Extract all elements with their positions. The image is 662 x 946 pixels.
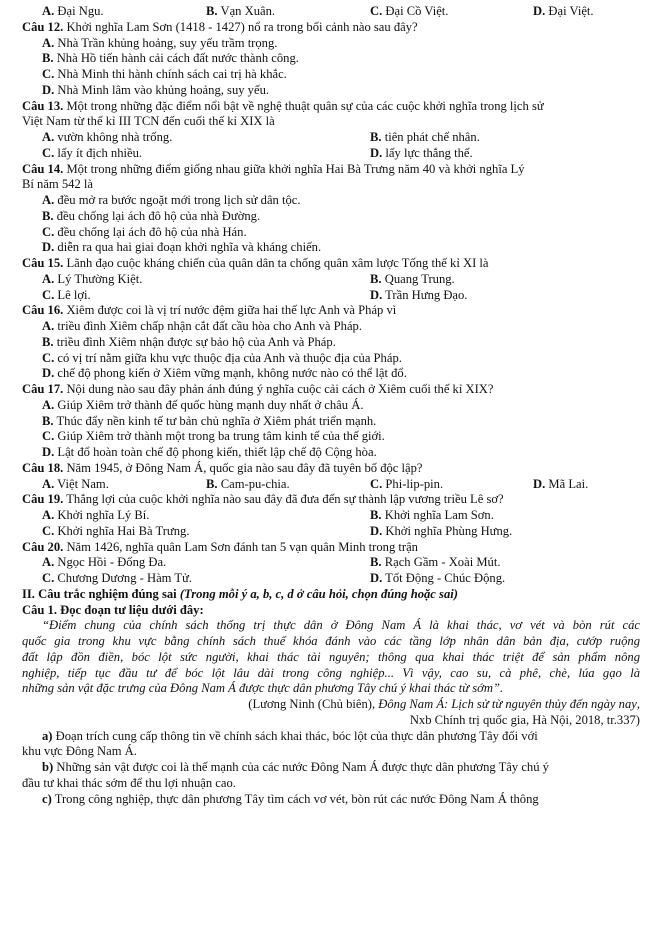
answer-option bbox=[0, 193, 662, 209]
answer-option bbox=[42, 477, 109, 493]
option-text: Lê lợi. bbox=[57, 287, 91, 302]
question-text: Nội dung nào sau đây phản ánh đúng ý nghĩa cuộc cải cách ở Xiêm cuối thế kỉ XIX? bbox=[63, 382, 494, 396]
option-label: D. bbox=[370, 287, 383, 302]
option-text: Đại Ngu. bbox=[57, 4, 104, 18]
option-text: chế độ phong kiến ở Xiêm vững mạnh, không nước nào có thể lật đổ. bbox=[54, 366, 407, 381]
answer-options-row bbox=[0, 146, 662, 162]
source-quote-line bbox=[0, 666, 662, 682]
question-number: Câu 16. bbox=[22, 303, 64, 318]
quote-text: “Điểm chung của chính sách thống trị thực dân ở Đông Nam Á là khai thác, vơ vét và bòn rút các bbox=[42, 618, 640, 633]
question-stem bbox=[0, 540, 662, 556]
option-label: C. bbox=[370, 4, 383, 18]
answer-option bbox=[206, 4, 275, 20]
question-text: Lãnh đạo cuộc kháng chiến của quân dân ta chống quân xâm lược Tống thế kỉ XI là bbox=[63, 256, 489, 270]
question-stem bbox=[0, 20, 662, 36]
answer-option bbox=[42, 272, 142, 288]
option-label: B. bbox=[42, 51, 54, 66]
option-text: Vạn Xuân. bbox=[220, 4, 276, 18]
option-label: A. bbox=[42, 508, 55, 522]
section-instruction: (Trong mỗi ý a, b, c, d ở câu hỏi, chọn đúng hoặc sai) bbox=[179, 586, 458, 601]
option-text: Phi-lip-pin. bbox=[385, 476, 444, 491]
option-text: Nhà Hồ tiến hành cải cách đất nước thành công. bbox=[53, 51, 299, 66]
question-text: Năm 1426, nghĩa quân Lam Sơn đánh tan 5 vạn quân Minh trong trận bbox=[63, 539, 418, 554]
question-text: Việt Nam từ thế kỉ III TCN đến cuối thế kỉ XIX là bbox=[22, 114, 275, 129]
option-text: Mã Lai. bbox=[548, 476, 589, 491]
option-text: tiên phát chế nhân. bbox=[384, 130, 480, 144]
question-text: Một trong những đặc điểm nổi bật về nghệ thuật quân sự của các cuộc khởi nghĩa trong lịch sử bbox=[63, 98, 544, 113]
source-quote-line bbox=[0, 618, 662, 634]
answer-option bbox=[370, 272, 455, 288]
answer-option bbox=[370, 524, 512, 540]
option-text: Lý Thường Kiệt. bbox=[57, 271, 143, 286]
question-number: Câu 1. Đọc đoạn tư liệu dưới đây: bbox=[22, 602, 204, 617]
answer-option bbox=[0, 240, 662, 256]
option-text: Trần Hưng Đạo. bbox=[385, 287, 468, 302]
answer-option bbox=[370, 130, 480, 146]
answer-option bbox=[0, 429, 662, 445]
option-text: Giúp Xiêm trở thành một trong ba trung tâm kinh tế của thế giới. bbox=[54, 429, 385, 444]
option-text: vườn không nhà trống. bbox=[57, 130, 173, 144]
option-text: triều đình Xiêm chấp nhận cắt đất cầu hòa cho Anh và Pháp. bbox=[54, 319, 363, 333]
answer-option bbox=[0, 335, 662, 351]
question-stem bbox=[0, 382, 662, 398]
option-text: đều chống lại ách đô hộ của nhà Đường. bbox=[53, 208, 261, 223]
answer-option bbox=[0, 209, 662, 225]
option-label: A. bbox=[42, 476, 55, 491]
option-text: Quang Trung. bbox=[384, 271, 455, 286]
answer-option bbox=[370, 571, 505, 587]
option-label: A. bbox=[42, 193, 55, 207]
option-label: D. bbox=[42, 82, 55, 97]
source-quote-line bbox=[0, 681, 662, 697]
question-number: Câu 13. bbox=[22, 98, 64, 113]
answer-option bbox=[42, 571, 192, 587]
option-text: triều đình Xiêm nhận được sự bảo hộ của Anh và Pháp. bbox=[53, 334, 336, 349]
option-text: diễn ra qua hai giai đoạn khởi nghĩa và kháng chiến. bbox=[54, 240, 322, 255]
question-number: Câu 17. bbox=[22, 382, 64, 396]
answer-option bbox=[370, 555, 501, 571]
question-text: Bí năm 542 là bbox=[22, 177, 94, 192]
option-label: C. bbox=[42, 429, 55, 444]
exam-page bbox=[0, 4, 662, 807]
option-text: Cam-pu-chia. bbox=[220, 476, 290, 491]
answer-options-row bbox=[0, 288, 662, 304]
question-text: Thắng lợi của cuộc khởi nghĩa nào sau đây đã đưa đến sự thành lập vương triều Lê sơ? bbox=[63, 492, 504, 507]
option-text: Tốt Động - Chúc Động. bbox=[385, 571, 506, 585]
statement-label: b) bbox=[42, 760, 54, 774]
question-stem bbox=[0, 99, 662, 115]
statement-text: Trong công nghiệp, thực dân phương Tây tìm cách vơ vét, bòn rút các nước Đông Nam Á thông bbox=[51, 791, 539, 806]
answer-option bbox=[533, 4, 594, 20]
option-label: C. bbox=[42, 571, 55, 585]
question-stem bbox=[0, 303, 662, 319]
option-label: A. bbox=[42, 35, 55, 50]
statement-label: a) bbox=[42, 728, 53, 743]
option-label: B. bbox=[370, 555, 382, 570]
statement-text: đầu tư khai thác sớm để thu lợi nhuận cao. bbox=[22, 775, 236, 790]
citation-text: Nxb Chính trị quốc gia, Hà Nội, 2018, tr.337) bbox=[409, 712, 640, 727]
answer-option bbox=[42, 524, 190, 540]
question-number: Câu 18. bbox=[22, 460, 64, 475]
question-text: Khởi nghĩa Lam Sơn (1418 - 1427) nổ ra trong bối cảnh nào sau đây? bbox=[63, 19, 418, 34]
statement-label: c) bbox=[42, 791, 52, 806]
option-label: C. bbox=[42, 67, 55, 81]
option-label: D. bbox=[370, 571, 383, 585]
option-label: D. bbox=[42, 445, 55, 459]
answer-option bbox=[0, 398, 662, 414]
option-text: Nhà Minh thi hành chính sách cai trị hà khắc. bbox=[54, 67, 287, 81]
answer-option bbox=[0, 366, 662, 382]
answer-option bbox=[0, 225, 662, 241]
answer-option bbox=[0, 36, 662, 52]
option-label: D. bbox=[370, 523, 383, 538]
question-stem bbox=[0, 492, 662, 508]
answer-option bbox=[0, 351, 662, 367]
answer-option bbox=[42, 130, 172, 146]
question-text-continued bbox=[0, 114, 662, 130]
citation-text: , bbox=[636, 697, 640, 711]
answer-options-row bbox=[0, 4, 662, 20]
question-stem bbox=[0, 461, 662, 477]
question-text-continued bbox=[0, 177, 662, 193]
option-label: B. bbox=[206, 476, 218, 491]
question-stem bbox=[0, 256, 662, 272]
option-text: có vị trí nằm giữa khu vực thuộc địa của Anh và thuộc địa của Pháp. bbox=[54, 350, 402, 365]
quote-text: nghiệp, tiếp tục đầu tư để bóc lột lâu dài trong công nghiệp... Vì vậy, cao su, cà phê, chè, lúa gạo là bbox=[22, 665, 640, 680]
option-label: C. bbox=[42, 145, 55, 160]
option-label: D. bbox=[370, 145, 383, 160]
option-text: Đại Việt. bbox=[548, 4, 594, 18]
question-text: Một trong những điểm giống nhau giữa khởi nghĩa Hai Bà Trưng năm 40 và khởi nghĩa Lý bbox=[63, 161, 525, 176]
section-title: II. Câu trắc nghiệm đúng sai bbox=[22, 586, 180, 601]
option-text: Ngọc Hồi - Đống Đa. bbox=[57, 555, 167, 570]
option-text: lấy lực thắng thế. bbox=[385, 145, 473, 160]
option-text: Khởi nghĩa Hai Bà Trưng. bbox=[57, 523, 190, 538]
true-false-statement bbox=[0, 760, 662, 776]
section-heading bbox=[0, 587, 662, 603]
answer-option bbox=[0, 83, 662, 99]
option-label: A. bbox=[42, 271, 55, 286]
citation-text: (Lương Ninh (Chủ biên), bbox=[248, 697, 379, 711]
citation bbox=[0, 713, 662, 729]
answer-options-row bbox=[0, 571, 662, 587]
answer-option bbox=[42, 288, 91, 304]
answer-option bbox=[42, 4, 104, 20]
option-label: B. bbox=[370, 508, 382, 522]
option-text: đều chống lại ách đô hộ của nhà Hán. bbox=[54, 224, 247, 239]
citation bbox=[0, 697, 662, 713]
quote-text: những sản vật đặc trưng của Đông Nam Á được thực dân phương Tây chú ý khai thác từ sớm”. bbox=[22, 681, 504, 696]
option-text: Khởi nghĩa Phùng Hưng. bbox=[385, 523, 513, 538]
answer-option bbox=[42, 508, 149, 524]
answer-options-row bbox=[0, 272, 662, 288]
answer-option bbox=[0, 445, 662, 461]
option-text: Thúc đẩy nền kinh tế tư bản chủ nghĩa ở Xiêm phát triển mạnh. bbox=[53, 413, 377, 428]
statement-text: Đoạn trích cung cấp thông tin về chính sách khai thác, bóc lột của thực dân phương Tây đối với bbox=[52, 728, 538, 743]
true-false-statement bbox=[0, 729, 662, 745]
answer-option bbox=[0, 414, 662, 430]
quote-text: quốc gia trong khu vực bằng chính sách thuế khóa đánh vào các tầng lớp nhân dân bản địa, cướp ruộng bbox=[22, 634, 640, 648]
citation-title: Đông Nam Á: Lịch sử từ nguyên thủy đến ngày nay bbox=[378, 697, 637, 711]
option-label: A. bbox=[42, 130, 55, 144]
source-quote-line bbox=[0, 634, 662, 650]
option-label: C. bbox=[42, 224, 55, 239]
question-number: Câu 14. bbox=[22, 161, 64, 176]
answer-options-row bbox=[0, 524, 662, 540]
option-text: Chương Dương - Hàm Tử. bbox=[57, 571, 193, 585]
option-label: D. bbox=[533, 4, 546, 18]
option-text: lấy ít địch nhiều. bbox=[57, 145, 143, 160]
question-text: Năm 1945, ở Đông Nam Á, quốc gia nào sau đây đã tuyên bố độc lập? bbox=[63, 460, 423, 475]
option-label: B. bbox=[370, 130, 382, 144]
answer-options-row bbox=[0, 130, 662, 146]
option-label: B. bbox=[370, 271, 382, 286]
statement-text: Những sản vật được coi là thế mạnh của các nước Đông Nam Á được thực dân phương Tây chú ý bbox=[53, 760, 549, 774]
option-text: Đại Cồ Việt. bbox=[385, 4, 449, 18]
option-text: Giúp Xiêm trở thành đế quốc hùng mạnh duy nhất ở châu Á. bbox=[54, 397, 364, 412]
option-label: A. bbox=[42, 397, 55, 412]
option-text: Nhà Minh lâm vào khủng hoảng, suy yếu. bbox=[54, 82, 270, 97]
answer-options-row bbox=[0, 477, 662, 493]
question-number: Câu 19. bbox=[22, 492, 64, 507]
answer-option bbox=[370, 288, 467, 304]
question-stem bbox=[0, 162, 662, 178]
true-false-statement bbox=[0, 792, 662, 808]
question-stem bbox=[0, 603, 662, 619]
option-label: C. bbox=[42, 523, 55, 538]
quote-text: đất lập đồn điền, bóc lột sức người, khai thác tài nguyên; thông qua khai thác triệt để sản phẩm nông bbox=[22, 649, 640, 664]
statement-text: khu vực Đông Nam Á. bbox=[22, 744, 137, 759]
option-label: B. bbox=[42, 208, 54, 223]
option-text: Việt Nam. bbox=[57, 476, 109, 491]
option-label: C. bbox=[42, 350, 55, 365]
question-text: Xiêm được coi là vị trí nước đệm giữa hai thế lực Anh và Pháp vì bbox=[63, 303, 397, 318]
option-text: Khởi nghĩa Lam Sơn. bbox=[384, 508, 494, 522]
option-label: D. bbox=[42, 366, 55, 381]
answer-option bbox=[0, 67, 662, 83]
answer-option bbox=[533, 477, 588, 493]
answer-options-row bbox=[0, 555, 662, 571]
answer-option bbox=[0, 319, 662, 335]
option-text: đều mở ra bước ngoặt mới trong lịch sử dân tộc. bbox=[54, 193, 301, 207]
answer-option bbox=[370, 508, 494, 524]
answer-option bbox=[370, 146, 473, 162]
answer-option bbox=[370, 477, 443, 493]
option-text: Khởi nghĩa Lý Bí. bbox=[57, 508, 150, 522]
answer-options-row bbox=[0, 508, 662, 524]
statement-continued bbox=[0, 776, 662, 792]
option-label: C. bbox=[370, 476, 383, 491]
option-text: Lật đổ hoàn toàn chế độ phong kiến, thiết lập chế độ Cộng hòa. bbox=[54, 445, 377, 459]
question-number: Câu 15. bbox=[22, 256, 64, 270]
option-label: C. bbox=[42, 287, 55, 302]
option-label: B. bbox=[206, 4, 218, 18]
option-label: A. bbox=[42, 4, 55, 18]
answer-option bbox=[42, 146, 142, 162]
question-number: Câu 12. bbox=[22, 19, 64, 34]
option-label: A. bbox=[42, 555, 55, 570]
option-text: Nhà Trần khủng hoảng, suy yếu trầm trọng. bbox=[54, 35, 278, 50]
option-label: D. bbox=[533, 476, 546, 491]
statement-continued bbox=[0, 744, 662, 760]
answer-option bbox=[206, 477, 290, 493]
option-label: B. bbox=[42, 413, 54, 428]
answer-option bbox=[0, 51, 662, 67]
option-text: Rạch Gầm - Xoài Mút. bbox=[384, 555, 501, 570]
source-quote-line bbox=[0, 650, 662, 666]
answer-option bbox=[370, 4, 448, 20]
option-label: D. bbox=[42, 240, 55, 255]
option-label: B. bbox=[42, 334, 54, 349]
answer-option bbox=[42, 555, 166, 571]
option-label: A. bbox=[42, 319, 55, 333]
question-number: Câu 20. bbox=[22, 539, 64, 554]
